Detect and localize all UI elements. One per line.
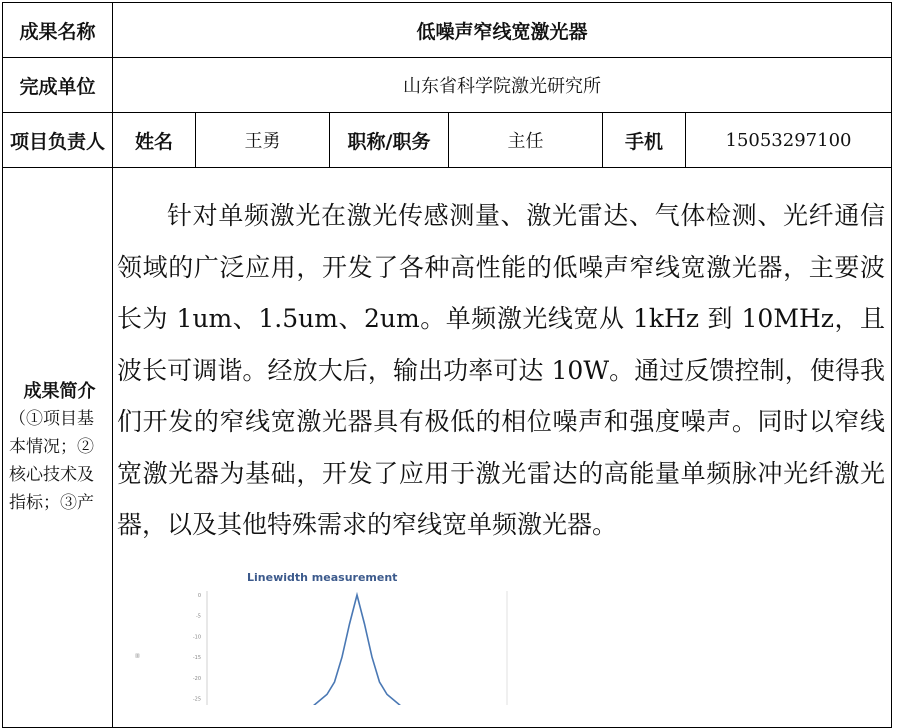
row-completing-unit — [3, 58, 892, 113]
y-axis-marker: ▥ — [135, 652, 140, 659]
row-summary — [3, 168, 892, 728]
row-project-leader — [3, 113, 892, 168]
completing-unit-value: 山东省科学院激光研究所 — [113, 58, 892, 113]
y-tick-label: -10 — [192, 634, 201, 641]
summary-note: （①项目基本情况；②核心技术及指标；③产 — [9, 409, 94, 513]
summary-label-cell — [3, 168, 113, 728]
achievement-name-label: 成果名称 — [3, 3, 113, 58]
y-tick-label: -15 — [192, 654, 201, 661]
linewidth-figure — [117, 565, 517, 705]
y-tick-label: -20 — [192, 675, 201, 682]
summary-paragraph: 针对单频激光在激光传感测量、激光雷达、气体检测、光纤通信领域的广泛应用，开发了各种高性能的低噪声窄线宽激光器，主要波长为 1um、1.5um、2um。单频激光线宽从 1kHz 到 10MHz，且波长可调谐。经放大后，输出功率可达 10W。通过反馈控制，使得我们开发的窄线宽激光器具有极低的相位噪声和强度噪声。同时以窄线宽激光器为基础，开发了应用于激光雷达的高能量单频脉冲光纤激光器，以及其他特殊需求的窄线宽单频激光器。 — [117, 201, 885, 540]
y-tick-label: 0 — [197, 592, 201, 599]
achievement-name-value: 低噪声窄线宽激光器 — [113, 3, 892, 58]
leader-title-label: 职称/职务 — [330, 113, 449, 168]
achievement-form-table — [2, 2, 892, 728]
y-tick-label: -25 — [192, 696, 201, 703]
summary-content-cell — [113, 168, 892, 728]
linewidth-chart — [117, 565, 517, 705]
completing-unit-label: 完成单位 — [3, 58, 113, 113]
row-achievement-name — [3, 3, 892, 58]
leader-title-value: 主任 — [449, 113, 603, 168]
linewidth-series-line — [207, 595, 507, 705]
leader-name-value: 王勇 — [196, 113, 330, 168]
chart-title: Linewidth measurement — [247, 570, 398, 584]
leader-name-label: 姓名 — [113, 113, 196, 168]
leader-phone-value: 15053297100 — [686, 113, 892, 168]
y-tick-label: -5 — [196, 613, 201, 620]
project-leader-label: 项目负责人 — [3, 113, 113, 168]
leader-phone-label: 手机 — [603, 113, 686, 168]
summary-label: 成果简介 — [23, 381, 96, 402]
